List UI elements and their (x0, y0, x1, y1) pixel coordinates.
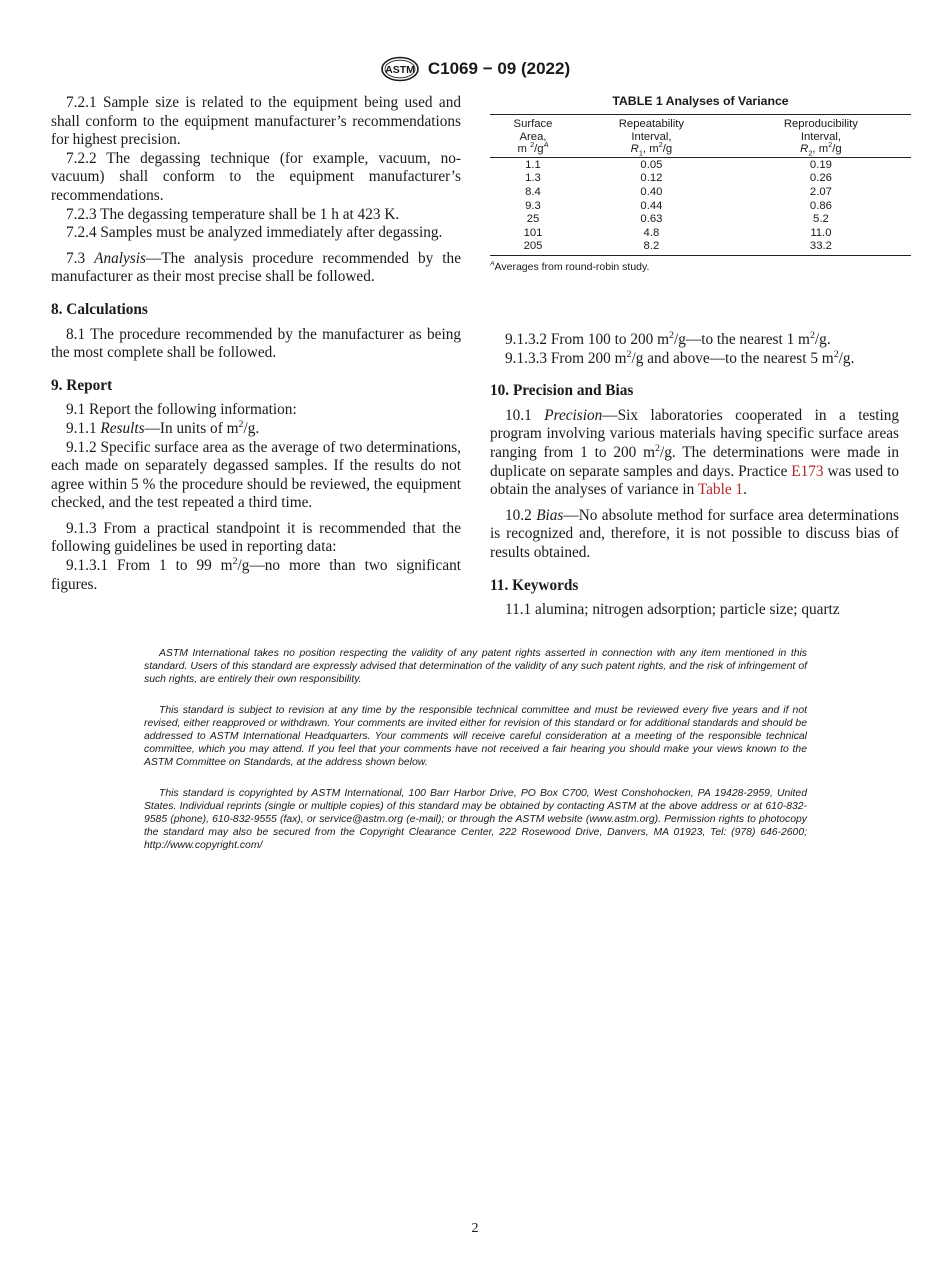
page-number: 2 (471, 1221, 479, 1236)
table-cell: 205 (490, 239, 572, 255)
copyright-notice: This standard is copyrighted by ASTM International, 100 Barr Harbor Drive, PO Box C700, West Conshohocken, PA 19428-2959, United States. Individual reprints (single or multiple copies) of this standard may be obtained by contacting ASTM at the above address or at 610-832-9585 (phone), 610-832-9555 (fax), or service@astm.org (e-mail); or through the ASTM website (www.astm.org). Permission rights to photocopy the standard may also be secured from the Copyright Clearance Center, 222 Rosewood Drive, Danvers, MA 01923, Tel: (978) 646-2600; http://www.copyright.com/ (144, 787, 807, 852)
paragraph-9-1-1: 9.1.1 Results—In units of $m^2/g$. (66, 418, 260, 437)
page-header (0, 56, 950, 82)
table-row (490, 157, 911, 171)
section-heading-precision-and-bias: 10. Precision and Bias (490, 382, 634, 400)
table-cell: 2.07 (809, 185, 832, 198)
revision-notice: This standard is subject to revision at any time by the responsible technical committee and must be reviewed every five years and if not revised, either reapproved or withdrawn. Your comments are invited either for revision of this standard or for additional standards and should be addressed to ASTM International Headquarters. Your comments will receive careful consideration at a meeting of the responsible technical committee, which you may attend. If you feel that your comments have not received a fair hearing you should make your views known to the ASTM Committee on Standards, at the address shown below. (144, 704, 807, 769)
table-cell: 101 (523, 226, 543, 239)
paragraph-11-1: 11.1 alumina; nitrogen adsorption; particle size; quartz (505, 601, 840, 619)
paragraph-9-1-3-3: 9.1.3.3 From 200 $m^2/g$ and above—to the nearest 5 $m^2/g$. (505, 348, 855, 367)
table-analyses-of-variance (490, 94, 911, 273)
standard-designation: C1069 − 09 (2022) (427, 59, 571, 78)
paragraph-7-2-3: 7.2.3 The degassing temperature shall be 1 h at 423 K. (66, 205, 400, 223)
paragraph-7-2-4: 7.2.4 Samples must be analyzed immediately after degassing. (66, 224, 443, 242)
column-header-reproducibility: Reproducibility Interval, $R_2$, $m^2/g$ (731, 115, 911, 158)
table-cell: 0.44 (640, 199, 663, 212)
section-heading-calculations: 8. Calculations (51, 300, 148, 318)
paragraph-10-1: 10.1 Precision—Six laboratories cooperated in a testing program involving various materials having specific surface areas ranging from 1 to 200 $m^2/g$. The determinations were made in duplicate on separate samples and days. Practice E173 was used to obtain the analyses of variance in Table 1. (490, 406, 899, 499)
paragraph-9-1: 9.1 Report the following information: (66, 401, 297, 419)
link-table-1[interactable]: Table 1 (697, 481, 744, 499)
paragraph-8-1: 8.1 The procedure recommended by the manufacturer as being the most complete shall be followed. (51, 325, 461, 362)
table-cell: 0.12 (640, 172, 663, 185)
right-column (490, 331, 899, 620)
table-cell: 0.40 (640, 185, 663, 198)
table-cell: 1.3 (525, 172, 541, 185)
astm-notices (144, 647, 807, 870)
table-title: TABLE 1 Analyses of Variance (612, 94, 789, 108)
table-row (490, 171, 911, 185)
paragraph-9-1-2: 9.1.2 Specific surface area as the average of two determinations, each made on separately degassed samples. If the results do not agree within 5 % the procedure should be reviewed, the equipment checked, and the test repeated a third time. (51, 438, 461, 512)
table-cell: 9.3 (525, 199, 541, 212)
table-cell: 0.63 (640, 213, 663, 226)
patent-notice: ASTM International takes no position respecting the validity of any patent rights asserted in connection with any item mentioned in this standard. Users of this standard are expressly advised that determination of the validity of any such patent rights, and the risk of infringement of such rights, are entirely their own responsibility. (144, 648, 807, 686)
table-cell: 0.05 (640, 158, 663, 171)
link-e173[interactable]: E173 (791, 462, 824, 480)
column-header-repeatability: Repeatability Interval, $R_1$, $m^2/g$ (572, 115, 731, 158)
table-row (490, 199, 911, 213)
table-row (490, 185, 911, 199)
table-cell: 4.8 (643, 226, 660, 239)
paragraph-7-3: 7.3 Analysis—The analysis procedure recommended by the manufacturer as their most precise shall be followed. (51, 249, 461, 286)
table-row (490, 239, 911, 255)
column-header-surface-area: Surface Area, m $^2/g^A$ (490, 115, 572, 158)
left-column (51, 94, 461, 594)
table-cell: 0.19 (809, 158, 832, 171)
paragraph-7-2-1: 7.2.1 Sample size is related to the equipment being used and shall conform to the equipment manufacturer’s recommendations for highest precision. (51, 94, 461, 149)
table-row (490, 226, 911, 240)
table-cell: 33.2 (731, 239, 911, 255)
table-cell: 1.1 (525, 158, 541, 171)
svg-text:ASTM: ASTM (385, 64, 415, 76)
table-cell: 25 (526, 213, 540, 226)
table-cell: 0.86 (809, 199, 832, 212)
paragraph-10-2: 10.2 Bias—No absolute method for surface area determinations is recognized and, therefore, it is not possible to discuss bias of results obtained. (490, 506, 899, 561)
table-cell: 5.2 (813, 213, 829, 226)
paragraph-9-1-3-1: 9.1.3.1 From 1 to 99 $m^2/g—no$ more than two significant figures. (51, 555, 462, 593)
astm-logo-icon (380, 56, 420, 82)
table-cell: 8.4 (525, 185, 541, 198)
table-row (490, 212, 911, 226)
table-cell: 8.2 (572, 239, 731, 255)
variance-table (490, 114, 911, 256)
table-cell: 0.26 (809, 172, 832, 185)
paragraph-9-1-3-2: 9.1.3.2 From 100 to 200 $m^2/g—to$ the nearest 1 $m^2/g$. (505, 329, 831, 348)
table-cell: 11.0 (810, 226, 832, 239)
paragraph-7-2-2: 7.2.2 The degassing technique (for example, vacuum, no-vacuum) shall conform to the equipment manufacturer’s recommendations. (51, 149, 461, 204)
table-footnote: $^A$Averages from round-robin study. (490, 260, 650, 273)
section-heading-report: 9. Report (51, 376, 113, 394)
section-heading-keywords: 11. Keywords (490, 576, 579, 594)
paragraph-9-1-3: 9.1.3 From a practical standpoint it is recommended that the following guidelines be used in reporting data: (51, 519, 461, 556)
